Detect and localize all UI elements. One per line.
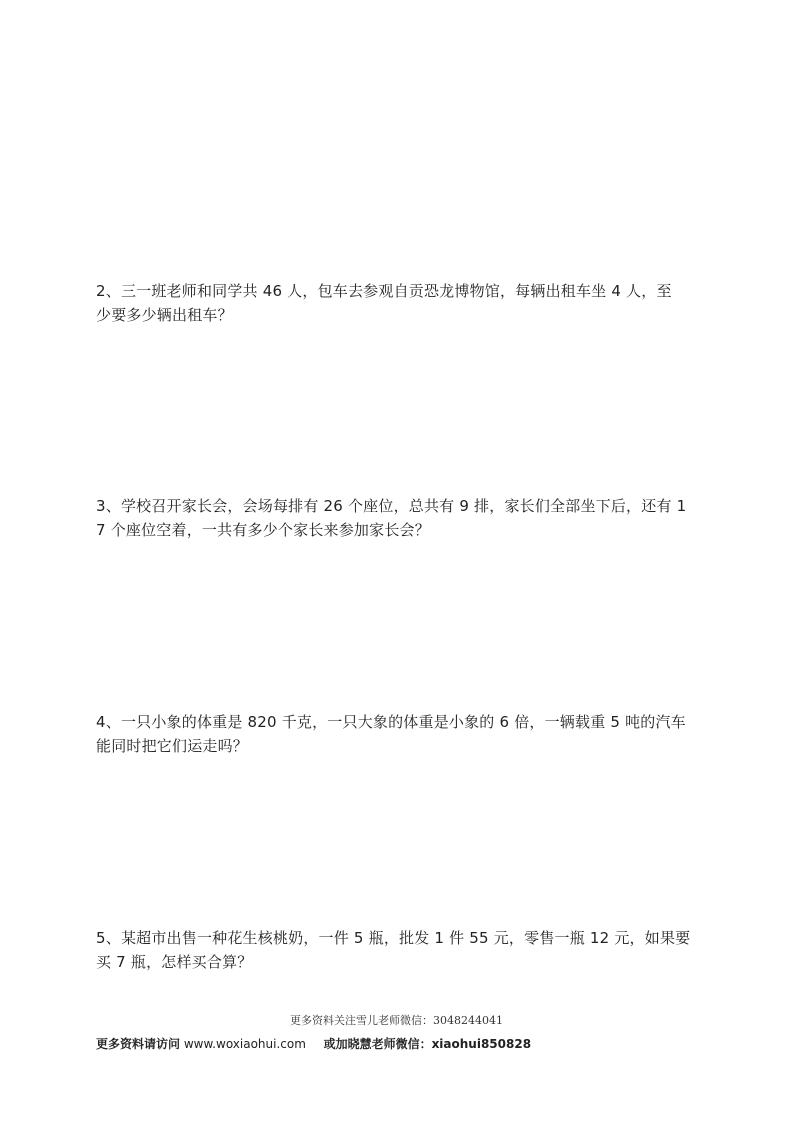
question-3-line-1: 3、学校召开家长会，会场每排有 26 个座位，总共有 9 排，家长们全部坐下后，还有 1 [96, 497, 687, 515]
question-5-line-1: 5、某超市出售一种花生核桃奶，一件 5 瓶，批发 1 件 55 元，零售一瓶 12 元，如果要 [96, 929, 691, 947]
question-3 [96, 494, 708, 542]
footer-wechat-note: 更多资料关注雪儿老师微信：3048244041 [290, 1014, 503, 1027]
question-3-line-2: 7 个座位空着，一共有多少个家长来参加家长会？ [96, 521, 430, 539]
footer-suffix: 或加晓慧老师微信：xiaohui850828 [323, 1037, 532, 1051]
question-4 [96, 710, 708, 758]
footer-info [96, 1035, 716, 1052]
question-5 [96, 926, 708, 974]
question-2-line-2: 少要多少辆出租车？ [96, 306, 233, 324]
footer-url-link[interactable]: www.woxiaohui.com [183, 1037, 306, 1051]
question-4-line-1: 4、一只小象的体重是 820 千克，一只大象的体重是小象的 6 倍，一辆载重 5 吨的汽车 [96, 713, 686, 731]
footer-prefix: 更多资料请访问 [96, 1037, 181, 1051]
question-2 [96, 279, 708, 327]
question-5-line-2: 买 7 瓶，怎样买合算？ [96, 953, 253, 971]
question-2-line-1: 2、三一班老师和同学共 46 人，包车去参观自贡恐龙博物馆，每辆出租车坐 4 人，至 [96, 282, 672, 300]
question-4-line-2: 能同时把它们运走吗？ [96, 737, 249, 755]
